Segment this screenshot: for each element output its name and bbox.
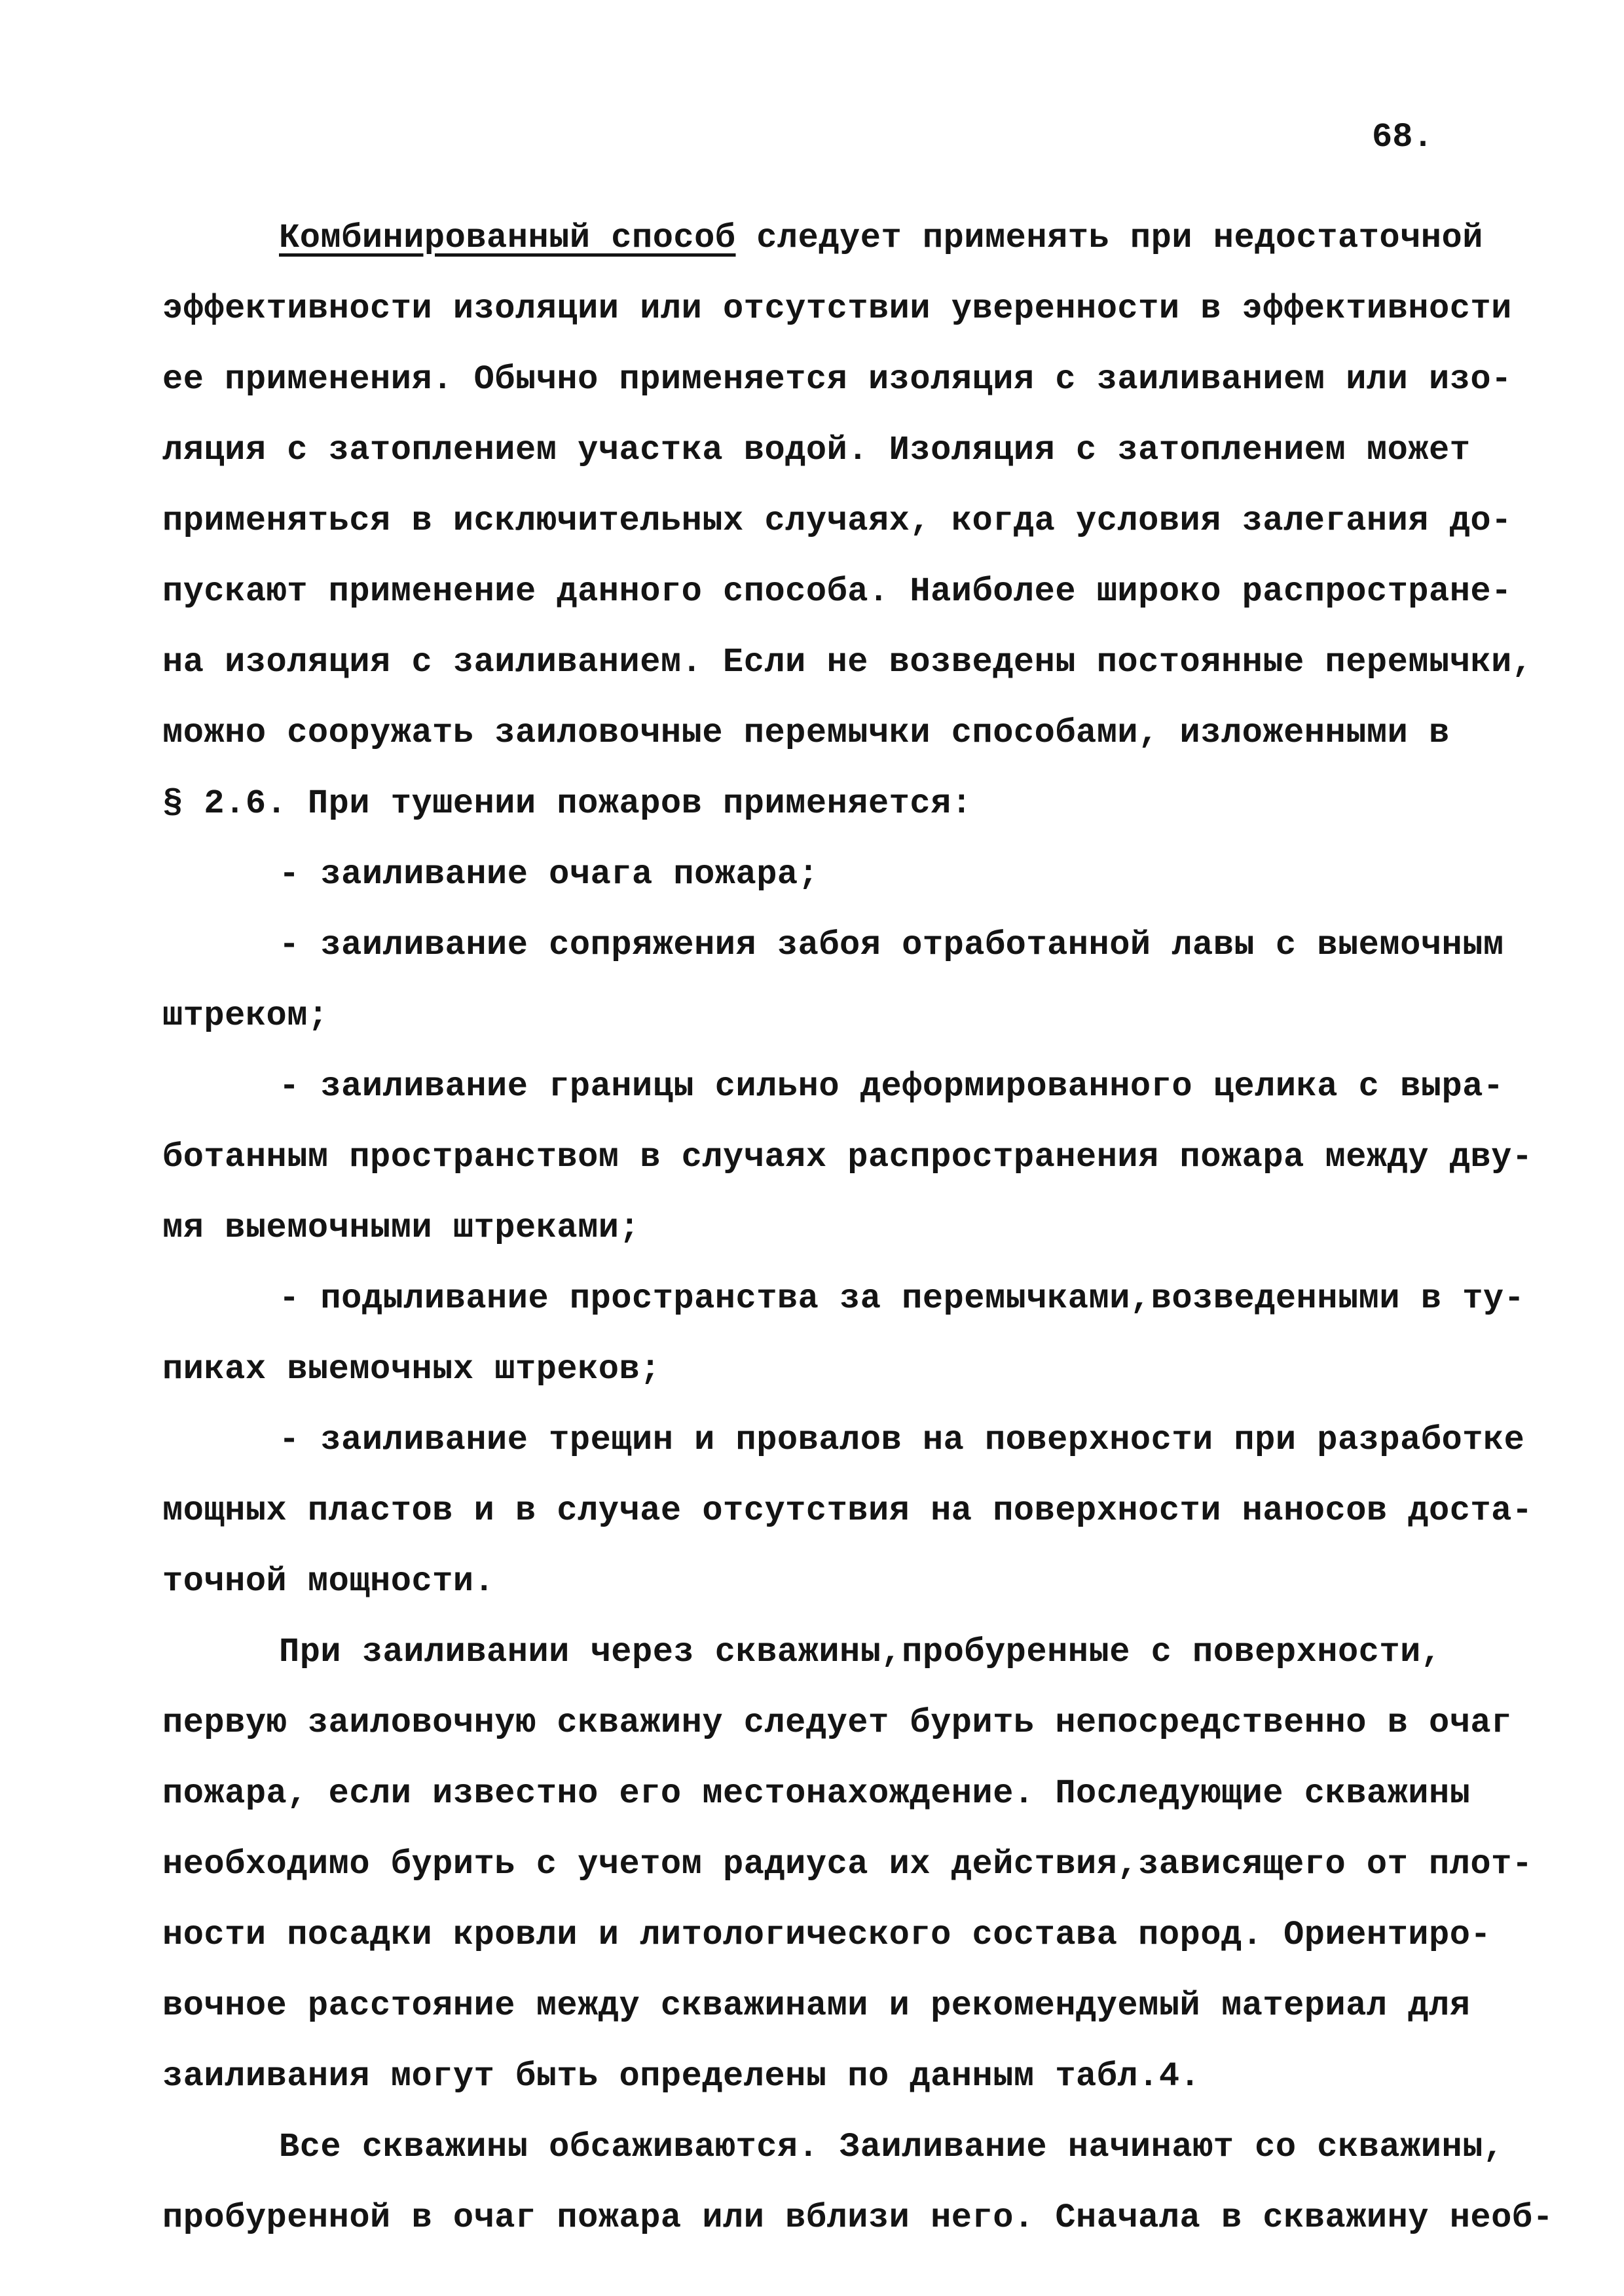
text-line: на изоляция с заиливанием. Если не возведены постоянные перемычки, [162,643,1533,682]
text-line: мя выемочными штреками; [162,1209,640,1247]
text-line: эффективности изоляции или отсутствии уверенности в эффективности [162,289,1512,328]
text-line: можно сооружать заиловочные перемычки способами, изложенными в [162,714,1450,752]
text-line: При заиливании через скважины,пробуренные с поверхности, [279,1633,1442,1671]
text-line: заиливания могут быть определены по данным табл.4. [162,2057,1201,2096]
text-line: пускают применение данного способа. Наиболее широко распростране- [162,572,1512,611]
list-item: - заиливание сопряжения забоя отработанной лавы с выемочным [279,926,1504,964]
text-line: первую заиловочную скважину следует бурить непосредственно в очаг [162,1704,1512,1742]
list-item: - заиливание границы сильно деформированного целика с выра- [279,1067,1504,1106]
list-item: - заиливание трещин и провалов на поверхности при разработке [279,1421,1525,1459]
text-body [162,203,1554,2253]
text-line: необходимо бурить с учетом радиуса их действия,зависящего от плот- [162,1845,1533,1884]
section-heading: Комбинированный способ [279,219,736,257]
text-line: ее применения. Обычно применяется изоляция с заиливанием или изо- [162,360,1512,399]
text-span: следует применять при недостаточной [735,219,1483,257]
text-line: пожара, если известно его местонахождение. Последующие скважины [162,1774,1471,1813]
text-line: точной мощности. [162,1562,495,1601]
text-line: ботанным пространством в случаях распространения пожара между дву- [162,1138,1533,1176]
text-line: штреком; [162,996,329,1035]
list-item: - заиливание очага пожара; [279,855,819,894]
text-line: вочное расстояние между скважинами и рекомендуемый материал для [162,1986,1471,2025]
text-line: ности посадки кровли и литологического состава пород. Ориентиро- [162,1916,1492,1954]
text-line: § 2.6. При тушении пожаров применяется: [162,784,972,823]
text-line [162,203,1492,274]
page-number: 68. [1372,118,1433,156]
text-line: мощных пластов и в случае отсутствия на поверхности наносов доста- [162,1491,1533,1530]
text-line: Все скважины обсаживаются. Заиливание начинают со скважины, [279,2128,1504,2166]
list-item: - подыливание пространства за перемычками,возведенными в ту- [279,1279,1525,1318]
text-line: ляция с затоплением участка водой. Изоляция с затоплением может [162,431,1471,469]
text-line: пробуренной в очаг пожара или вблизи него. Сначала в скважину необ- [162,2198,1554,2237]
text-line: применяться в исключительных случаях, когда условия залегания до- [162,501,1512,540]
text-line: пиках выемочных штреков; [162,1350,661,1389]
